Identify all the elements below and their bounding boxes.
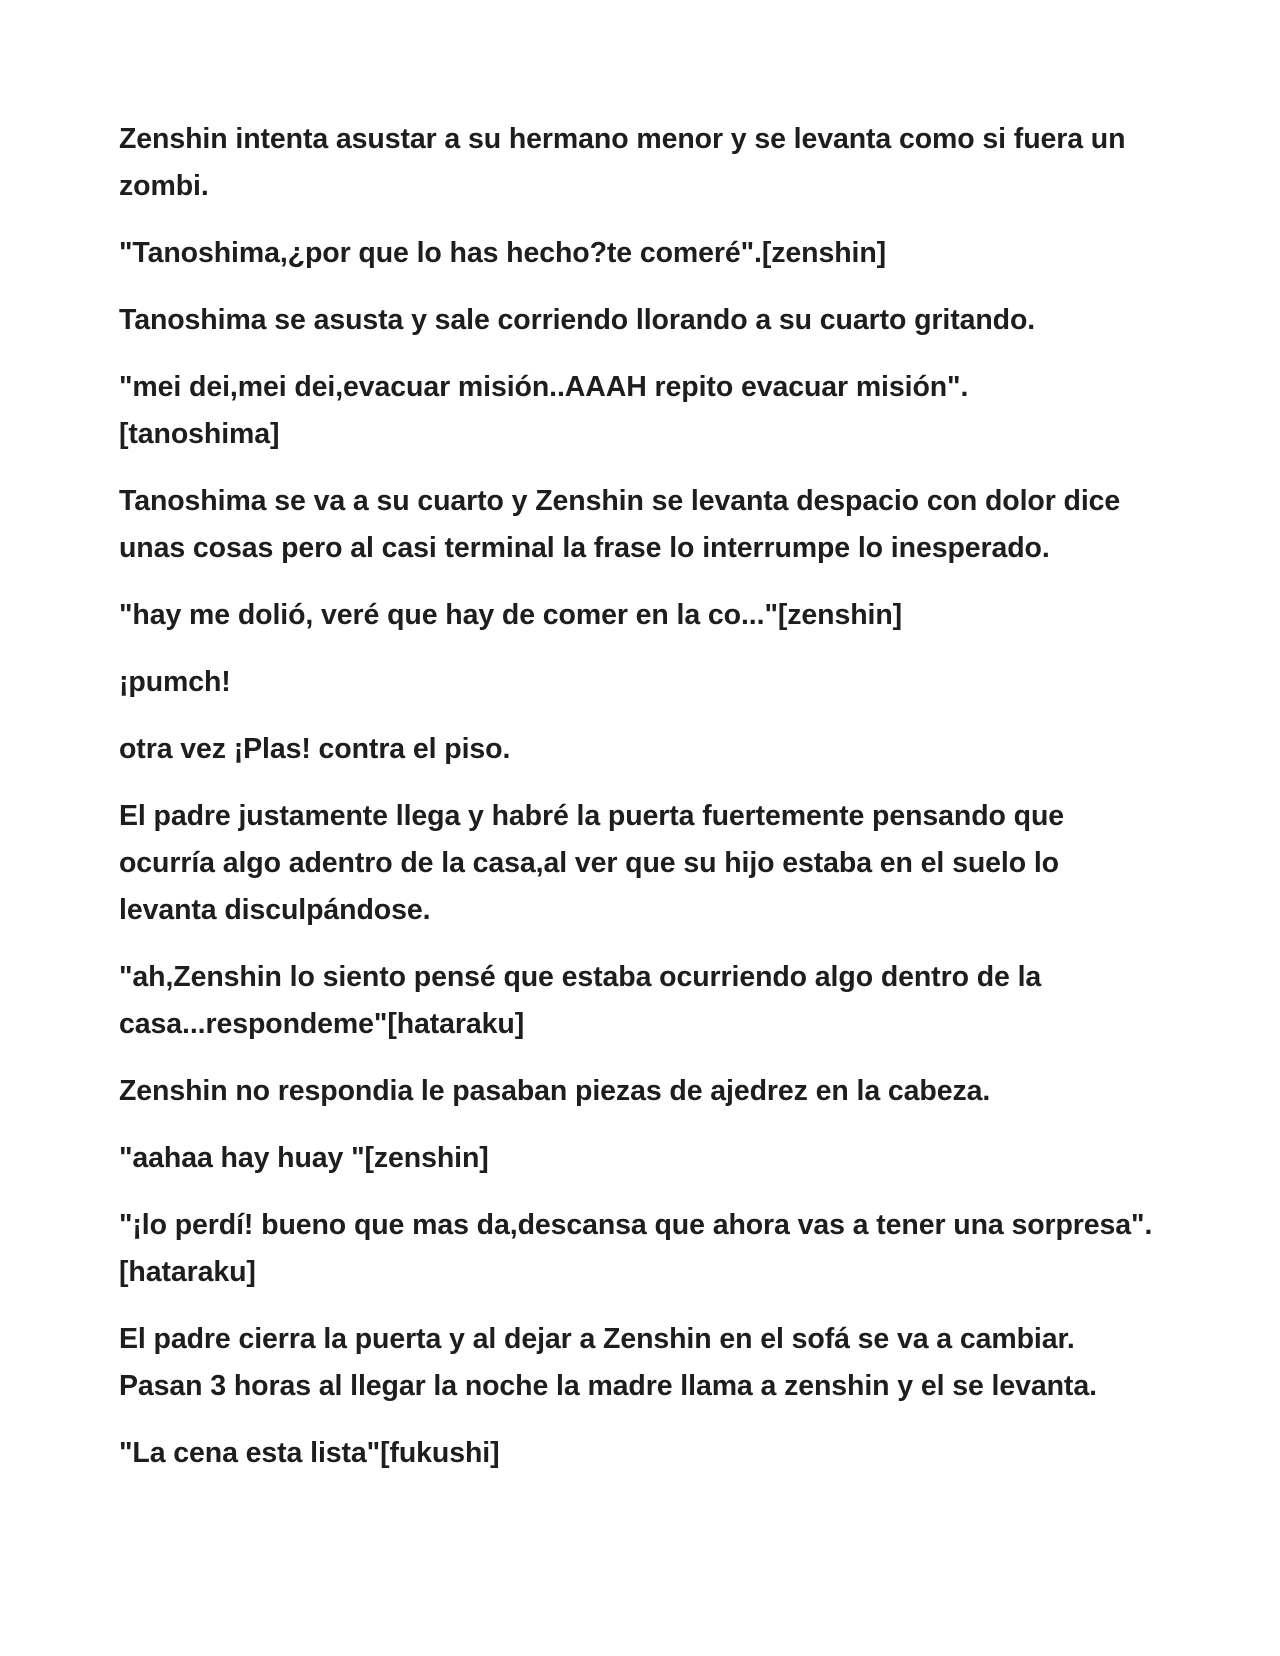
dialogue-line: "ah,Zenshin lo siento pensé que estaba ocurriendo algo dentro de la casa...respondeme"[hataraku] [119, 961, 1042, 1040]
paragraph: Zenshin intenta asustar a su hermano menor y se levanta como si fuera un zombi. [119, 123, 1126, 202]
document-body [119, 116, 1164, 1497]
paragraph: Tanoshima se asusta y sale corriendo llorando a su cuarto gritando. [119, 304, 1036, 336]
paragraph: Tanoshima se va a su cuarto y Zenshin se levanta despacio con dolor dice unas cosas pero al casi terminal la frase lo interrumpe lo inesperado. [119, 485, 1121, 564]
paragraph: Zenshin no respondia le pasaban piezas de ajedrez en la cabeza. [119, 1075, 991, 1107]
dialogue-line: "mei dei,mei dei,evacuar misión..AAAH repito evacuar misión". [tanoshima] [119, 371, 969, 450]
paragraph: El padre justamente llega y habré la puerta fuertemente pensando que ocurría algo adentro de la casa,al ver que su hijo estaba en el suelo lo levanta disculpándose. [119, 800, 1065, 926]
paragraph: otra vez ¡Plas! contra el piso. [119, 733, 511, 765]
dialogue-line: "Tanoshima,¿por que lo has hecho?te comeré".[zenshin] [119, 237, 887, 269]
dialogue-line: "¡lo perdí! bueno que mas da,descansa que ahora vas a tener una sorpresa".[hataraku] [119, 1209, 1153, 1288]
sound-effect: ¡pumch! [119, 666, 231, 698]
paragraph: El padre cierra la puerta y al dejar a Zenshin en el sofá se va a cambiar. Pasan 3 horas al llegar la noche la madre llama a zenshin y el se levanta. [119, 1323, 1097, 1402]
dialogue-line: "hay me dolió, veré que hay de comer en la co..."[zenshin] [119, 599, 903, 631]
dialogue-line: "aahaa hay huay "[zenshin] [119, 1142, 489, 1174]
dialogue-line: "La cena esta lista"[fukushi] [119, 1437, 500, 1469]
